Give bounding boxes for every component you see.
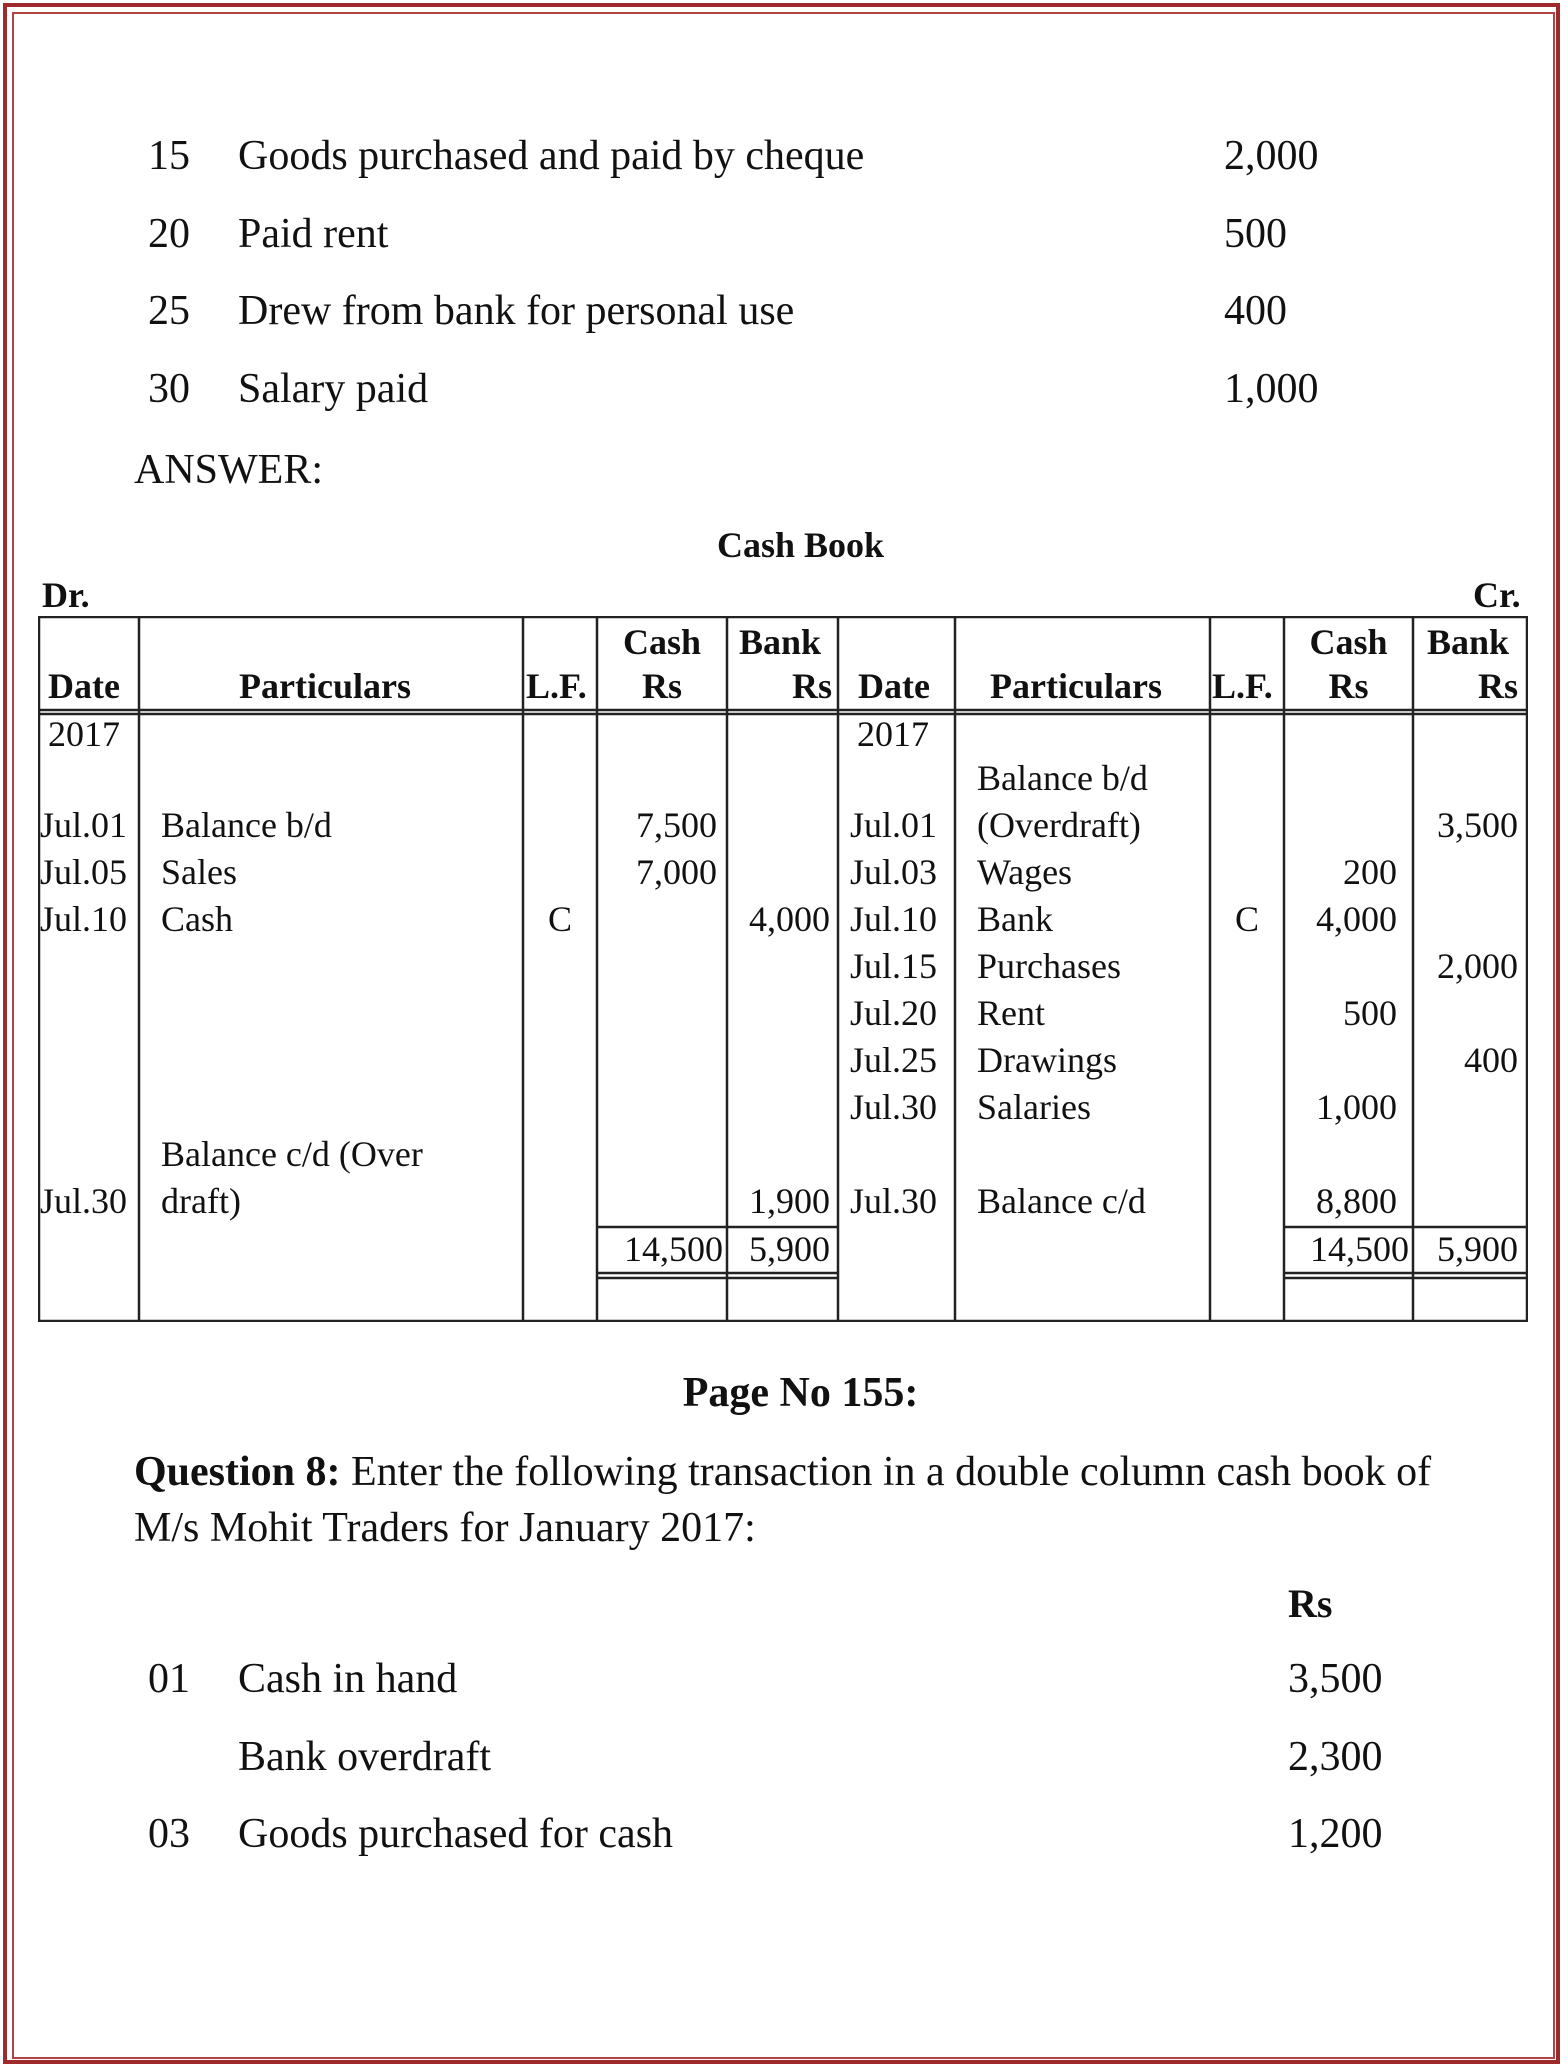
credit-bank: 3,500 — [1437, 805, 1518, 845]
question-label: Question 8: — [134, 1449, 341, 1495]
year: 2017 — [857, 714, 929, 754]
list-item — [0, 1733, 1567, 1793]
header-lf: L.F. — [526, 666, 587, 706]
item-description: Salary paid — [238, 366, 429, 412]
item-amount: 500 — [1224, 211, 1287, 257]
header-particulars: Particulars — [239, 666, 411, 706]
credit-date: Jul.03 — [850, 852, 938, 892]
credit-particulars: Wages — [977, 852, 1073, 892]
cash-book-title: Cash Book — [716, 525, 885, 565]
header-bank-rs: Rs — [1477, 666, 1518, 706]
debit-date: Jul.05 — [40, 852, 128, 892]
debit-lf: C — [547, 899, 572, 939]
item-date: 25 — [148, 288, 190, 334]
credit-particulars: Balance b/d — [977, 758, 1148, 798]
item-description: Goods purchased and paid by cheque — [238, 133, 865, 179]
credit-cash: 8,800 — [1316, 1181, 1397, 1221]
credit-particulars: Bank — [977, 899, 1053, 939]
credit-label: Cr. — [1473, 575, 1521, 615]
debit-bank: 1,900 — [749, 1181, 830, 1221]
list-item — [0, 287, 1567, 347]
item-description: Goods purchased for cash — [238, 1811, 674, 1857]
credit-date: Jul.25 — [850, 1040, 938, 1080]
header-date: Date — [48, 666, 120, 706]
item-date: 03 — [148, 1811, 190, 1857]
list-item — [0, 1655, 1567, 1715]
item-description: Paid rent — [238, 211, 389, 257]
credit-cash: 1,000 — [1316, 1087, 1397, 1127]
debit-date: Jul.10 — [40, 899, 128, 939]
header-lf: L.F. — [1212, 666, 1273, 706]
header-date: Date — [858, 666, 930, 706]
debit-label: Dr. — [42, 575, 90, 615]
answer-label: ANSWER: — [134, 447, 323, 493]
credit-particulars: (Overdraft) — [977, 805, 1141, 845]
item-date: 15 — [148, 133, 190, 179]
credit-cash-total: 14,500 — [1310, 1229, 1409, 1269]
header-cash-rs: Rs — [641, 666, 682, 706]
credit-particulars: Rent — [977, 993, 1045, 1033]
credit-date: Jul.20 — [850, 993, 938, 1033]
debit-particulars: Sales — [161, 852, 237, 892]
debit-particulars: Cash — [161, 899, 233, 939]
list-item — [0, 1810, 1567, 1870]
question-body: Enter the following transaction in a double column cash book of M/s Mohit Traders for January 2017: — [134, 1449, 1432, 1551]
debit-cash: 7,000 — [636, 852, 717, 892]
credit-cash: 200 — [1343, 852, 1397, 892]
header-bank: Bank — [1427, 622, 1510, 662]
list-item — [0, 210, 1567, 270]
header-bank: Bank — [739, 622, 822, 662]
page-number-heading: Page No 155: — [682, 1370, 919, 1416]
credit-particulars: Drawings — [977, 1040, 1117, 1080]
question-text — [134, 1444, 1454, 1556]
item-amount: 400 — [1224, 288, 1287, 334]
list-item — [0, 365, 1567, 425]
credit-date: Jul.15 — [850, 946, 938, 986]
item-date: 30 — [148, 366, 190, 412]
list-item — [0, 132, 1567, 192]
amount-column-header: Rs — [1288, 1581, 1333, 1626]
item-amount: 1,200 — [1288, 1811, 1383, 1857]
header-cash: Cash — [1309, 622, 1388, 662]
item-description: Cash in hand — [238, 1656, 458, 1702]
credit-bank: 2,000 — [1437, 946, 1518, 986]
header-cash: Cash — [622, 622, 702, 662]
credit-particulars: Purchases — [977, 946, 1121, 986]
debit-particulars: Balance b/d — [161, 805, 332, 845]
debit-bank-total: 5,900 — [749, 1229, 830, 1269]
credit-date: Jul.10 — [850, 899, 938, 939]
header-cash-rs: Rs — [1328, 666, 1369, 706]
item-description: Bank overdraft — [238, 1734, 492, 1780]
credit-bank-total: 5,900 — [1437, 1229, 1518, 1269]
credit-bank: 400 — [1464, 1040, 1518, 1080]
debit-cash-total: 14,500 — [624, 1229, 723, 1269]
item-amount: 3,500 — [1288, 1656, 1383, 1702]
header-bank-rs: Rs — [791, 666, 832, 706]
debit-cash: 7,500 — [636, 805, 717, 845]
credit-date: Jul.30 — [850, 1087, 938, 1127]
debit-date: Jul.01 — [40, 805, 128, 845]
item-description: Drew from bank for personal use — [238, 288, 795, 334]
credit-particulars: Balance c/d — [977, 1181, 1146, 1221]
credit-cash: 4,000 — [1316, 899, 1397, 939]
debit-date: Jul.30 — [40, 1181, 128, 1221]
cash-book-table — [38, 616, 1528, 1322]
item-amount: 1,000 — [1224, 366, 1319, 412]
credit-date: Jul.01 — [850, 805, 938, 845]
credit-date: Jul.30 — [850, 1181, 938, 1221]
credit-particulars: Salaries — [977, 1087, 1091, 1127]
year: 2017 — [48, 714, 120, 754]
item-amount: 2,000 — [1224, 133, 1319, 179]
credit-cash: 500 — [1343, 993, 1397, 1033]
debit-particulars: Balance c/d (Over — [161, 1134, 423, 1174]
debit-bank: 4,000 — [749, 899, 830, 939]
debit-particulars: draft) — [161, 1181, 241, 1221]
header-particulars: Particulars — [990, 666, 1162, 706]
item-date: 01 — [148, 1656, 190, 1702]
credit-lf: C — [1234, 899, 1259, 939]
item-amount: 2,300 — [1288, 1734, 1383, 1780]
item-date: 20 — [148, 211, 190, 257]
